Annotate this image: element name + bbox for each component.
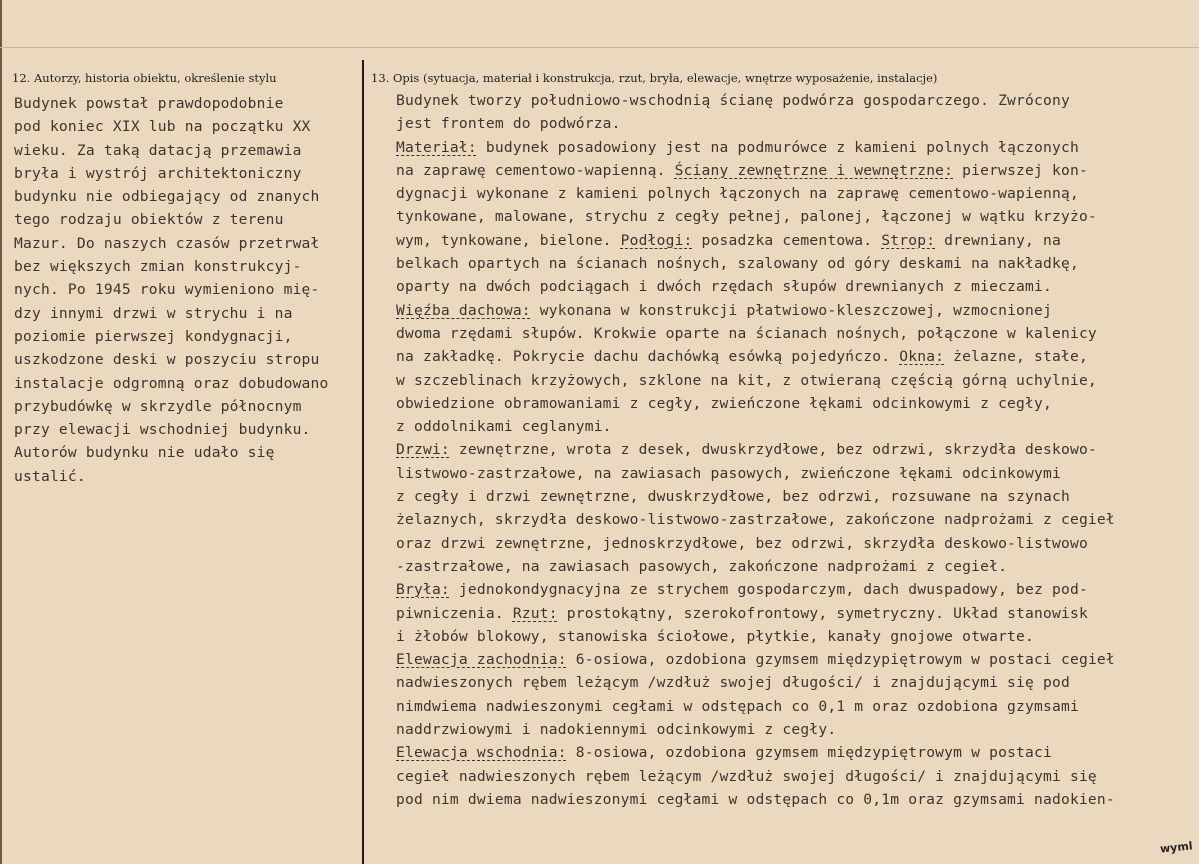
section-label: Okna:	[899, 348, 945, 366]
text-line	[396, 485, 1196, 508]
text-segment: żelaznych, skrzydła deskowo-listwowo-zastrzałowe, zakończone nadprożami z cegieł	[396, 511, 1115, 529]
text-segment: -zastrzałowe, na zawiasach pasowych, zakończone nadprożami z cegieł.	[396, 557, 1008, 575]
section-label: Drzwi:	[396, 441, 450, 459]
text-segment: wym, tynkowane, bielone.	[396, 231, 621, 249]
description-text	[396, 89, 1196, 811]
text-line	[396, 741, 1196, 764]
text-line	[396, 345, 1196, 368]
text-line: uszkodzone deski w poszyciu stropu	[14, 351, 320, 369]
text-line: ustalić.	[14, 467, 86, 485]
text-segment: prostokątny, szerokofrontowy, symetryczny. Układ stanowisk	[557, 604, 1088, 622]
text-line	[396, 788, 1196, 811]
text-segment: naddrzwiowymi i nadokiennymi odcinkowymi z cegły.	[396, 721, 837, 739]
text-segment: i żłobów blokowy, stanowiska ściołowe, płytkie, kanały gnojowe otwarte.	[396, 627, 1035, 645]
text-line: Budynek powstał prawdopodobnie	[14, 95, 284, 112]
text-segment: wykonana w konstrukcji płatwiowo-kleszczowej, wzmocnionej	[530, 301, 1052, 319]
text-line	[396, 671, 1196, 694]
text-line: bryła i wystrój architektoniczny	[14, 164, 302, 182]
text-segment: Budynek tworzy południowo-wschodnią ścianę podwórza gospodarczego. Zwrócony	[396, 92, 1070, 109]
text-segment: zewnętrzne, wrota z desek, dwuskrzydłowe, bez odrzwi, skrzydła deskowo-	[449, 441, 1097, 459]
text-line	[396, 136, 1196, 159]
text-segment: jednokondygnacyjna ze strychem gospodarczym, dach dwuspadowy, bez pod-	[449, 581, 1088, 599]
text-line: dzy innymi drzwi w strychu i na	[14, 304, 293, 322]
text-segment: cegieł nadwieszonych rębem leżącym /wzdłuż swojej długości/ i znajdującymi się	[396, 767, 1097, 785]
text-segment: budynek posadowiony jest na podmurówce z kamieni polnych łączonych	[476, 138, 1079, 156]
text-line	[396, 182, 1196, 205]
text-line	[396, 299, 1196, 322]
text-line	[396, 602, 1196, 625]
text-line	[396, 532, 1196, 555]
text-segment: z cegły i drzwi zewnętrzne, dwuskrzydłowe, bez odrzwi, rozsuwane na szynach	[396, 488, 1070, 506]
section-label: Strop:	[881, 231, 936, 249]
text-line: budynku nie odbiegający od znanych	[14, 188, 320, 206]
text-segment: nadwieszonych rębem leżącym /wzdłuż swojej długości/ i znajdującymi się pod	[396, 674, 1070, 692]
top-rule	[0, 47, 1199, 48]
text-segment: pierwszej kon-	[953, 161, 1088, 179]
text-line	[396, 369, 1196, 392]
text-segment: belkach opartych na ścianach nośnych, szalowany od góry deskami na nakładkę,	[396, 255, 1079, 273]
text-segment: dwoma rzędami słupów. Krokwie oparte na ścianach nośnych, połączone w kalenicy	[396, 324, 1097, 342]
text-line	[396, 578, 1196, 601]
text-line	[396, 322, 1196, 345]
text-line	[396, 765, 1196, 788]
handwritten-note: wyml	[1159, 839, 1194, 856]
text-line: przybudówkę w skrzydle północnym	[14, 397, 302, 415]
section-label: Ściany zewnętrzne i wewnętrzne:	[674, 161, 954, 179]
text-segment: żelazne, stałe,	[944, 348, 1088, 366]
text-segment: obwiedzione obramowaniami z cegły, zwieńczone łękami odcinkowymi z cegły,	[396, 394, 1052, 412]
text-segment: jest frontem do podwórza.	[396, 115, 621, 133]
text-line	[396, 89, 1196, 112]
text-segment: posadzka cementowa.	[692, 231, 882, 249]
text-line	[396, 508, 1196, 531]
text-line	[396, 462, 1196, 485]
text-segment: nimdwiema nadwieszonymi cegłami w odstępach co 0,1 m oraz ozdobiona gzymsami	[396, 697, 1079, 715]
column-divider	[362, 60, 364, 864]
text-segment: oparty na dwóch podciągach i dwóch rzędach słupów drewnianych z mieczami.	[396, 278, 1052, 296]
section-label: Bryła:	[396, 581, 450, 599]
text-line	[396, 718, 1196, 741]
section-label: Elewacja zachodnia:	[396, 651, 567, 669]
text-line: nych. Po 1945 roku wymieniono mię-	[14, 281, 320, 299]
text-line	[396, 392, 1196, 415]
text-line	[396, 112, 1196, 135]
text-line	[396, 695, 1196, 718]
text-segment: na zaprawę cementowo-wapienną.	[396, 161, 675, 179]
section-12-heading: 12. Autorzy, historia obiektu, określenie stylu	[12, 71, 277, 85]
section-label: Rzut:	[512, 604, 558, 622]
text-segment: listwowo-zastrzałowe, na zawiasach pasowych, zwieńczone łękami odcinkowymi	[396, 464, 1061, 482]
text-segment: dygnacji wykonane z kamieni polnych łączonych na zaprawę cementowo-wapienną,	[396, 185, 1079, 203]
text-line	[396, 625, 1196, 648]
section-label: Więźba dachowa:	[396, 301, 531, 319]
text-line: przy elewacji wschodniej budynku.	[14, 421, 311, 439]
text-line: Mazur. Do naszych czasów przetrwał	[14, 234, 320, 252]
text-line	[396, 648, 1196, 671]
text-line	[396, 438, 1196, 461]
text-segment: oraz drzwi zewnętrzne, jednoskrzydłowe, bez odrzwi, skrzydła deskowo-listwowo	[396, 534, 1088, 552]
text-segment: tynkowane, malowane, strychu z cegły pełnej, palonej, łączonej w wątku krzyżo-	[396, 208, 1097, 226]
text-segment: z oddolnikami ceglanymi.	[396, 418, 612, 436]
text-line	[396, 205, 1196, 228]
text-line	[396, 275, 1196, 298]
text-line	[396, 415, 1196, 438]
text-line	[396, 229, 1196, 252]
text-line: poziomie pierwszej kondygnacji,	[14, 327, 293, 345]
text-line: Autorów budynku nie udało się	[14, 444, 275, 462]
text-line: instalacje odgromną oraz dobudowano	[14, 374, 329, 392]
text-segment: 8-osiowa, ozdobiona gzymsem międzypiętrowym w postaci	[566, 744, 1053, 762]
section-label: Elewacja wschodnia:	[396, 744, 567, 762]
text-line: bez większych zmian konstrukcyj-	[14, 258, 302, 276]
text-segment: w szczeblinach krzyżowych, szklone na kit, z otwieraną częścią górną uchylnie,	[396, 371, 1097, 389]
text-line: pod koniec XIX lub na początku XX	[14, 118, 311, 136]
text-line: wieku. Za taką datacją przemawia	[14, 141, 302, 159]
history-text	[14, 92, 360, 488]
text-line	[396, 252, 1196, 275]
page-left-edge	[0, 0, 2, 864]
text-line: tego rodzaju obiektów z terenu	[14, 211, 284, 229]
section-label: Materiał:	[396, 138, 477, 156]
text-segment: na zakładkę. Pokrycie dachu dachówką esówką pojedyńczo.	[396, 348, 900, 366]
text-line	[396, 555, 1196, 578]
text-segment: piwniczenia.	[396, 604, 513, 622]
text-line	[396, 159, 1196, 182]
section-13-heading: 13. Opis (sytuacja, materiał i konstrukcja, rzut, bryła, elewacje, wnętrze wyposażenie, instalacje)	[371, 71, 938, 85]
text-segment: pod nim dwiema nadwieszonymi cegłami w odstępach co 0,1m oraz gzymsami nadokien-	[396, 790, 1115, 808]
text-segment: drewniany, na	[935, 231, 1061, 249]
section-label: Podłogi:	[620, 231, 693, 249]
text-segment: 6-osiowa, ozdobiona gzymsem międzypiętrowym w postaci cegieł	[566, 651, 1115, 669]
